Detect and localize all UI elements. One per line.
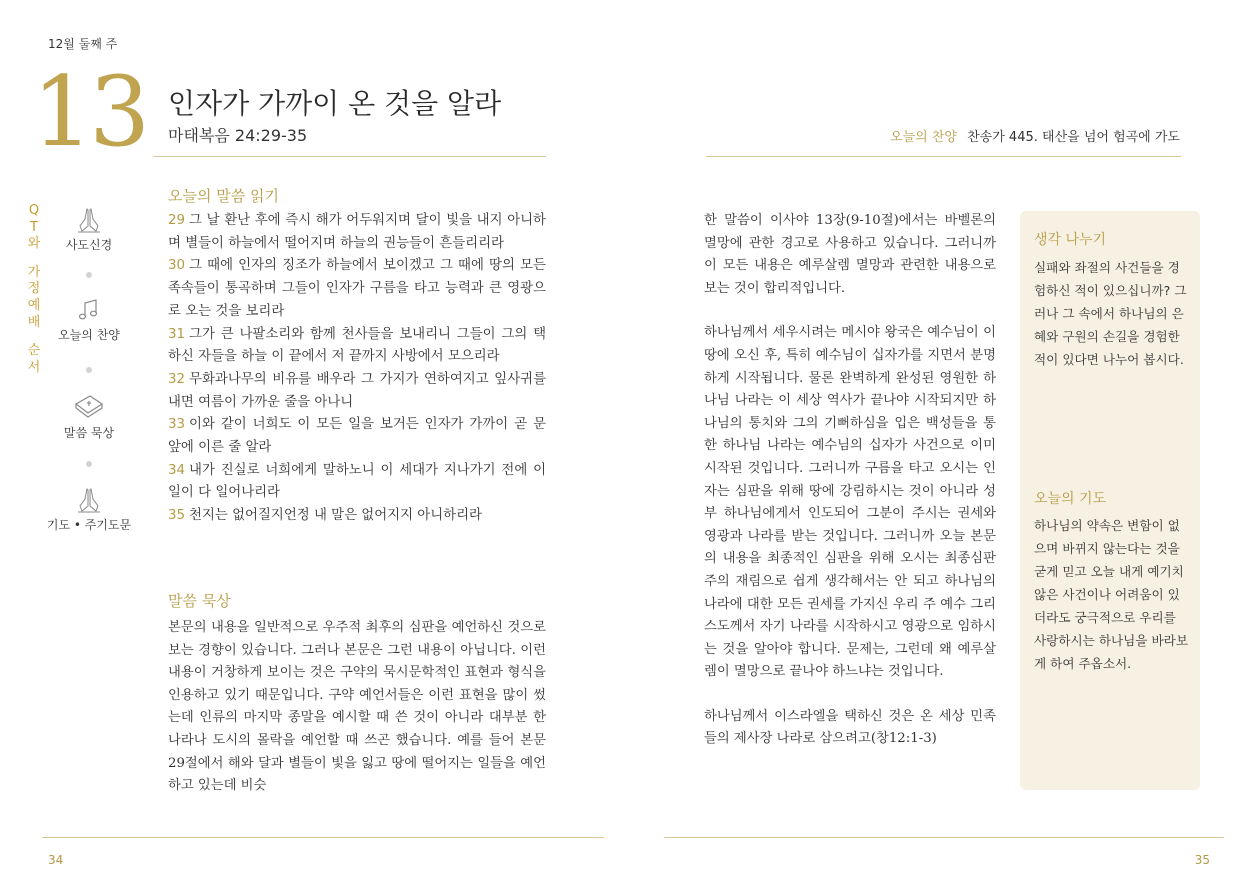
meditation-paragraph: 한 말씀이 이사야 13장(9-10절)에서는 바벨론의 멸망에 관한 경고로 사용하고 있습니다. 그러니까 이 모든 내용은 예루살렘 멸망과 관련한 내용으로 보는 것이 합리적입니다. <box>704 213 996 296</box>
day-number: 13 <box>32 56 147 168</box>
prayer-text: 하나님의 약속은 변함이 없으며 바뀌지 않는다는 것을 굳게 믿고 오늘 내게 예기치 않은 사건이나 어려움이 있더라도 궁극적으로 우리를 사랑하시는 하나님을 바라보게 하여 주옵소서. <box>1034 518 1188 671</box>
vertical-char: 서 <box>27 359 41 375</box>
verse-text: 그 때에 인자의 징조가 하늘에서 보이겠고 그 때에 땅의 모든 족속들이 통곡하며 그들이 인자가 구름을 타고 능력과 큰 영광으로 오는 것을 보리라 <box>168 258 546 319</box>
vertical-char: 와 <box>27 236 41 252</box>
verse <box>168 460 546 505</box>
meditation-heading: 말씀 묵상 <box>168 592 231 610</box>
divider-top-right <box>706 156 1181 157</box>
nav-label: 말씀 묵상 <box>63 426 115 440</box>
nav-label: 오늘의 찬양 <box>58 328 120 342</box>
bible-icon <box>72 392 106 422</box>
page-title: 인자가 가까이 온 것을 알라 <box>168 87 502 120</box>
week-label: 12월 둘째 주 <box>48 37 118 51</box>
vertical-char: 배 <box>27 314 41 330</box>
verse <box>168 210 546 255</box>
vertical-char: 가 <box>27 264 41 280</box>
verse-number: 33 <box>168 417 186 433</box>
divider-top-left <box>153 156 546 157</box>
verse <box>168 369 546 414</box>
music-note-icon <box>74 298 104 324</box>
verse-text: 그가 큰 나팔소리와 함께 천사들을 보내리니 그들이 그의 택하신 자들을 하늘 이 끝에서 저 끝까지 사방에서 모으리라 <box>168 326 546 365</box>
page-number-right: 35 <box>1194 853 1210 867</box>
nav-todays-hymn <box>41 298 137 343</box>
meditation-continued <box>704 210 996 773</box>
nav-separator-dot <box>86 272 92 278</box>
nav-separator-dot <box>86 367 92 373</box>
page-number-left: 34 <box>48 853 64 867</box>
verse-list <box>168 210 546 528</box>
verse <box>168 255 546 323</box>
verse-text: 무화과나무의 비유를 배우라 그 가지가 연하여지고 잎사귀를 내면 여름이 가까운 줄을 아나니 <box>168 371 546 410</box>
hymn-text: 찬송가 445. 태산을 넘어 험곡에 가도 <box>967 130 1180 145</box>
nav-label: 사도신경 <box>65 238 113 252</box>
verse-number: 30 <box>168 258 186 274</box>
meditation-text: 본문의 내용을 일반적으로 우주적 최후의 심판을 예언하신 것으로 보는 경향이 있습니다. 그러나 본문은 그런 내용이 아닙니다. 이런 내용이 거창하게 보이는 것은 구약의 묵시문학적인 표현과 형식을 인용하고 있기 때문입니다. 구약 예언서들은 이런 표현을 많이 썼는데 인류의 마지막 종말을 예시할 때 쓴 것이 아니라 대부분 한 나라나 도시의 몰락을 예언할 때 쓰곤 했습니다. 예를 들어 본문 29절에서 해와 달과 별들이 빛을 잃고 땅에 떨어지는 일들을 예언하고 있는데 비슷 <box>168 620 546 794</box>
verse-text: 그 날 환난 후에 즉시 해가 어두워지며 달이 빛을 내지 아니하며 별들이 하늘에서 떨어지며 하늘의 권능들이 흔들리리라 <box>168 213 546 251</box>
share-text: 실패와 좌절의 사건들을 경험하신 적이 있으십니까? 그러나 그 속에서 하나님의 은혜와 구원의 손길을 경험한 적이 있다면 나누어 봅시다. <box>1034 260 1187 367</box>
verse-text: 천지는 없어질지언정 내 말은 없어지지 아니하리라 <box>189 508 482 524</box>
meditation-paragraph: 하나님께서 세우시려는 메시야 왕국은 예수님이 이땅에 오신 후, 특히 예수님이 십자가를 지면서 분명하게 시작됩니다. 물론 완벽하게 완성된 영원한 하나님 나라는 이 세상 역사가 끝나야 시작되지만 하나님의 통치와 그의 기뻐하심을 입은 백성들을 통한 하나님 나라는 예수님의 십자가 사건으로 이미 시작된 것입니다. 그러니까 구름을 타고 오시는 인자는 심판을 위해 땅에 강림하시는 것이 아니라 성부 하나님에게서 인도되어 그분이 주시는 권세와 영광과 나라를 받는 것입니다. 그러니까 오늘 본문의 내용을 최종적인 심판을 위해 오시는 최종심판주의 재림으로 쉽게 생각해서는 안 되고 하나님의 나라에 대한 모든 권세를 가지신 우리 주 예수 그리스도께서 자기 나라를 시작하시고 영광으로 임하시는 것을 알아야 합니다. 문제는, 그런데 왜 예루살렘이 멸망으로 끝나야 하느냐는 것입니다. <box>704 325 996 680</box>
share-heading: 생각 나누기 <box>1034 232 1107 248</box>
todays-hymn <box>890 126 1180 145</box>
reading-heading: 오늘의 말씀 읽기 <box>168 187 279 205</box>
scripture-reference: 마태복음 24:29-35 <box>168 126 308 145</box>
vertical-gap <box>26 253 42 265</box>
hymn-label: 오늘의 찬양 <box>890 130 957 145</box>
verse-number: 31 <box>168 326 186 342</box>
nav-meditation <box>41 392 137 441</box>
nav-separator-dot <box>86 461 92 467</box>
vertical-gap <box>26 331 42 343</box>
vertical-char: 예 <box>27 297 41 313</box>
verse-number: 35 <box>168 508 186 524</box>
praying-hands-icon <box>74 486 104 514</box>
verse <box>168 505 546 528</box>
nav-prayer <box>41 486 137 533</box>
verse-number: 29 <box>168 213 186 228</box>
vertical-char: T <box>30 219 38 235</box>
verse-text: 이와 같이 너희도 이 모든 일을 보거든 인자가 가까이 곧 문 앞에 이른 줄 알라 <box>168 417 546 456</box>
verse-number: 34 <box>168 462 186 478</box>
verse <box>168 414 546 459</box>
verse-text: 내가 진실로 너희에게 말하노니 이 세대가 지나가기 전에 이 일이 다 일어나리라 <box>168 462 546 501</box>
divider-bottom-left <box>42 837 604 838</box>
divider-bottom-right <box>664 837 1224 838</box>
verse-number: 32 <box>168 371 186 387</box>
vertical-order-label <box>26 203 42 376</box>
praying-hands-icon <box>74 206 104 234</box>
nav-label: 기도 • 주기도문 <box>46 518 132 532</box>
vertical-char: Q <box>28 203 40 218</box>
vertical-char: 정 <box>27 281 41 297</box>
verse <box>168 324 546 369</box>
meditation-paragraph: 하나님께서 이스라엘을 택하신 것은 온 세상 민족들의 제사장 나라로 삼으려고(창12:1-3) <box>704 708 996 747</box>
prayer-heading: 오늘의 기도 <box>1034 491 1107 507</box>
nav-apostles-creed <box>41 206 137 253</box>
vertical-char: 순 <box>27 343 41 359</box>
